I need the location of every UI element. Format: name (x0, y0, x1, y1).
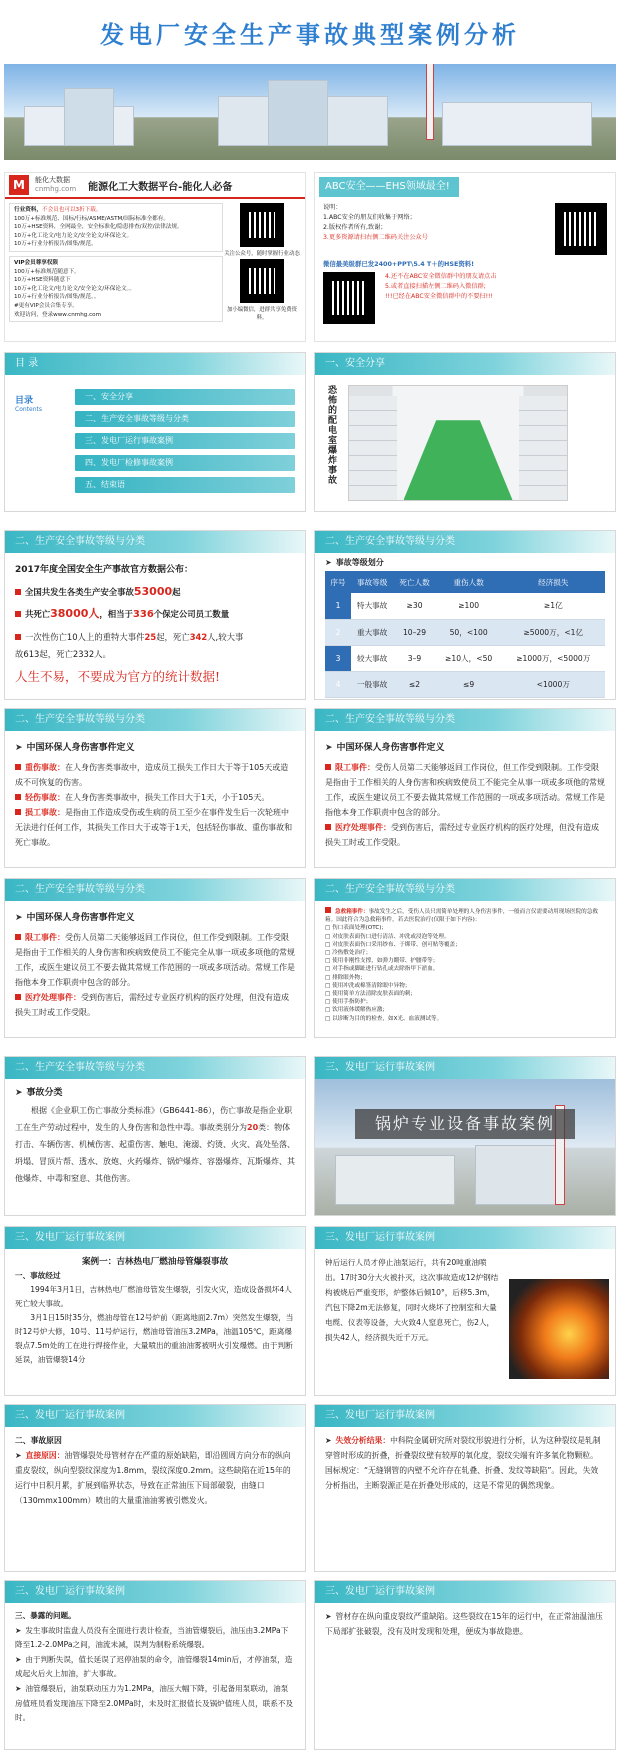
case1-p2: 3月1日15时35分，燃油母管在12号炉前（距离地面2.7m）突然发生爆裂，当时12号炉大修，10号、11号炉运行，燃油母管油压3.2MPa，油温105℃，距离爆裂点7.5m处的工在进行焊接作业，大量喷出的重油油雾被明火引发爆燃。由于判断延误，油管爆裂14分 (15, 1313, 294, 1364)
firstaid-item: □ 以诊断为目的的检查，如X光、血液测试等。 (325, 1015, 443, 1022)
problem-item: ➤ 由于判断失误，值长延误了迟停油泵的命令，油管爆裂14min后，才停油泵，造成起火后火上加油，扩大事故。 (15, 1654, 293, 1679)
problem-item: ➤ 发生事故时监盘人员没有全面进行表计检查，当油管爆裂后，油压由3.2MPa下降至1.2-2.0MPa之间，油流未减，误判为制粉系统爆裂。 (15, 1625, 289, 1650)
toc-title: 目录 (15, 396, 34, 406)
table-row: 1 特大事故 ≥30 ≥100 ≥1亿 (325, 593, 605, 619)
cls-title: ➤ 事故分类 (15, 1088, 63, 1098)
firstaid-slide (314, 878, 616, 1038)
slide-header: 二、生产安全事故等级与分类 (5, 709, 305, 731)
toc-slide (4, 352, 306, 512)
slide-header: 三、发电厂运行事故案例 (315, 1227, 615, 1249)
page-title: 发电厂安全生产事故典型案例分析 (100, 19, 520, 49)
toc-subtitle: Contents (15, 406, 42, 413)
qr1-caption: 关注公众号，随时掌握行业动态 (224, 251, 300, 257)
firstaid-item: □ 对皮肤表面伤口进行清洁、冲洗或浸泡等处理。 (325, 933, 450, 940)
boiler-banner: 锅炉专业设备事故案例 (355, 1109, 575, 1139)
firstaid-item: □ 使用非刚性支撑，如弹力绷带、护腰带等； (325, 958, 439, 965)
analysis-slide (314, 1404, 616, 1572)
problems-sec: 三、暴露的问题。 (15, 1611, 76, 1620)
slide-header: 一、安全分享 (315, 353, 615, 375)
brand-slogan: 能源化工大数据平台-能化人必备 (88, 181, 233, 193)
box1-title-red: 不会员也可以3折下载。 (41, 207, 102, 213)
header-photos (4, 64, 616, 160)
injury-slide-2 (314, 708, 616, 868)
injury-item: 限工事件：受伤人员第二天能够返回工作岗位，但工作受到限制。工作受限是指由于工作相关的人身伤害和疾病致使员工不能完全从事一项或多项他的常规工作，或医生建议员工不要去做其常规工作范围的一项或多项活动。常规工作是指他本身工作职责中包含的部分。 (15, 933, 295, 987)
firstaid-item: □ 排除眼外物； (325, 974, 366, 981)
classification-slide (4, 1056, 306, 1216)
promo-box-2 (9, 256, 223, 322)
firstaid-item: □ 对皮肤表面伤口采用纱布、于绑带、创可贴等覆盖； (325, 941, 461, 948)
stats-line: 全国共发生各类生产安全事故53000起 (15, 581, 295, 603)
switchgear-photo (348, 385, 568, 501)
table-header: 重伤人数 (436, 571, 502, 593)
stats-title: 2017年度全国安全生产事故官方数据公布： (15, 565, 194, 575)
box1-item: 10万+行业分析报告/图集/规范。 (14, 241, 97, 248)
wechat-line: 微信最美级群已发2400+PPT\5.4 T＋的HSE资料! (323, 260, 475, 268)
qr2-caption: 加小编微信，进群共享免费资料。 (226, 307, 298, 321)
injury-title: ➤ 中国环保人身伤害事件定义 (15, 743, 135, 753)
stats-line: 共死亡38000人，相当于336个保定公司员工数量 (15, 603, 295, 626)
red-note: 5.或者直接扫描左侧二维码入微信群; (385, 283, 486, 290)
promo-slide-left (4, 172, 306, 342)
table-row: 4 一般事故 ≤2 ≤9 <1000万 (325, 671, 605, 697)
note-item: 1.ABC安全的朋友们收集于网络； (323, 214, 416, 221)
cause-item: ➤ 直接原因：油管爆裂处母管材存在严重的原始缺陷，即沿圆周方向分布的纵向重皮裂纹，纵向型裂纹深度为1.8mm，裂纹深度0.2mm。这些缺陷在近15年的运行中日积月累，扩展到临界状态，导致在正常油压下局部破裂，由缝口（130mmx100mm）喷出的大量重油油雾被引燃发火。 (15, 1451, 291, 1505)
box2-item: 10万+化工论文/电力论文/安全论文/环保论文。。 (14, 285, 135, 292)
toc-item[interactable]: 五、结束语 (75, 477, 295, 493)
slide-header: 三、发电厂运行事故案例 (5, 1227, 305, 1249)
grade-table (325, 571, 605, 698)
box1-title: 行业资料， (14, 207, 42, 213)
promo-banner: ABC安全——EHS领域最全! (319, 177, 459, 197)
firstaid-item: □ 伤口表面处理(OTC)； (325, 925, 387, 932)
slide-header: 二、生产安全事故等级与分类 (315, 879, 615, 901)
plant-photo-2 (208, 64, 412, 160)
case1b-slide (314, 1226, 616, 1396)
case1-title: 案例一：吉林热电厂燃油母管爆裂事故 (81, 1257, 229, 1267)
note-item: 3.更多资源请扫右侧二维码关注公众号 (323, 234, 428, 241)
brand-name: 能化大数据 (35, 176, 70, 184)
red-note: !!!已经在ABC安全微信群中的不要扫!!! (385, 293, 494, 300)
injury-item: 损工事故：是指由工作造成受伤或生病的员工至少在事件发生后一次轮班中无法进行任何工作，其损失工作日大于或等于1天，包括轻伤事故、重伤事故和死亡事故。 (15, 808, 293, 847)
problem-item: ➤ 油管爆裂后，油泵联动压力为1.2MPa，油压大幅下降，引起备用泵联动，油泵房值班员看发现油压下降至2.0MPa时，未及时汇报值长及锅炉值班人员，联系不及时。 (15, 1683, 294, 1723)
stats-line: 故613起，死亡2332人。 (15, 649, 111, 659)
boiler-photo (315, 1079, 615, 1215)
boiler-slide (314, 1056, 616, 1216)
injury-title: ➤ 中国环保人身伤害事件定义 (15, 913, 135, 923)
slide-header: 三、发电厂运行事故案例 (5, 1581, 305, 1603)
slide-header: 三、发电厂运行事故案例 (5, 1405, 305, 1427)
grade-subtitle: ➤ 事故等级划分 (325, 558, 384, 567)
qr-code-icon[interactable] (555, 203, 607, 255)
share-caption: 恐怖的配电室爆炸事故 (326, 385, 336, 485)
table-row: 2 重大事故 10–29 50，<100 ≥5000万，<1亿 (325, 619, 605, 645)
share-slide (314, 352, 616, 512)
box2-item: 100万+标准规范随意下。 (14, 268, 80, 275)
firstaid-item: □ 使用简单方法清除皮肤表面的刺； (325, 991, 416, 998)
slide-header: 三、发电厂运行事故案例 (315, 1057, 615, 1079)
injury-item: 重伤事故：在人身伤害类事故中，造成员工损失工作日大于等于105天或造成不可恢复的伤害。 (15, 763, 289, 787)
box1-item: 10万+HSE资料，全网最全，安全标准化/隐患排查/双控/法律法规。 (14, 224, 183, 231)
slide-header: 二、生产安全事故等级与分类 (5, 531, 305, 553)
stats-line: 一次性伤亡10人上的重特大事件25起，死亡342人,较大事 (15, 626, 295, 648)
problems-slide (4, 1580, 306, 1750)
qr-code-icon[interactable] (323, 272, 375, 324)
box2-title: VIP会员尊享权限 (14, 259, 59, 266)
analysis-item: ➤ 失效分析结果：中科院金属研究所对裂纹形貌进行分析，认为这种裂纹是轧制穿管时形成的折叠，折叠裂纹壁有较厚的氧化度，裂纹尖端有许多氧化物颗粒。国标规定：“无缝钢管的内壁不允许存在轧叠、折叠、发纹等缺陷”。因此，失效分析指出，主断裂源正是在折叠处形成的，这是不常见的偶然现象。 (325, 1436, 601, 1490)
slide-header: 三、发电厂运行事故案例 (315, 1581, 615, 1603)
firstaid-item: □ 冷热敷处治疗； (325, 950, 372, 957)
box2-footer: #更有VIP会员合集专享。 (14, 302, 78, 309)
injury-title: ➤ 中国环保人身伤害事件定义 (325, 743, 445, 753)
case1-sec: 一、事故经过 (15, 1271, 61, 1280)
fire-photo (509, 1279, 609, 1379)
box2-site: 欢迎访问，登录www.cnmhg.com (14, 311, 102, 318)
plant-photo-3 (412, 64, 616, 160)
plant-photo-1 (4, 64, 208, 160)
promo-slide-right (314, 172, 616, 342)
red-note: 4.还不在ABC安全微信群中的朋友请点击 (385, 273, 497, 280)
toc-item[interactable]: 一、安全分享 (75, 389, 295, 405)
notes-title: 说明： (323, 204, 342, 211)
slide-header: 二、生产安全事故等级与分类 (5, 1057, 305, 1079)
promo-box-1 (9, 203, 223, 252)
firstaid-item: □ 使用手指防护； (325, 999, 372, 1006)
slide-header: 二、生产安全事故等级与分类 (315, 709, 615, 731)
box1-item: 100万+标准规范、国标/行标/ASME/ASTM/国际标准全都有。 (14, 215, 169, 222)
stats-slogan: 人生不易，不要成为官方的统计数据! (15, 669, 221, 684)
problem-item: ➤ 管材存在纵向重皮裂纹严重缺陷。这些裂纹在15年的运行中，在正常油温油压下局部扩张破裂，没有及时发现和处理，便成为事故隐患。 (325, 1612, 603, 1636)
cause-sec: 二、事故原因 (15, 1436, 62, 1445)
grade-slide (314, 530, 616, 700)
stats-slide (4, 530, 306, 700)
injury-item: 限工事件：受伤人员第二天能够返回工作岗位，但工作受到限制。工作受限是指由于工作相关的人身伤害和疾病致使员工不能完全从事一项或多项他的常规工作，或医生建议员工不要去做其常规工作范围的一项或多项活动。常规工作是指他本身工作职责中包含的部分。 (325, 763, 605, 817)
injury-item: 轻伤事故：在人身伤害类事故中，损失工作日大于1天，小于105天。 (15, 790, 295, 805)
slide-header: 二、生产安全事故等级与分类 (315, 531, 615, 553)
problems-slide-2 (314, 1580, 616, 1750)
table-header: 序号 (325, 571, 351, 593)
slide-header: 三、发电厂运行事故案例 (315, 1405, 615, 1427)
firstaid-item: □ 使用冲洗或棉签清除眼中异物； (325, 982, 411, 989)
brand-logo: M (9, 175, 29, 195)
slide-header: 目 录 (5, 353, 305, 375)
box1-item: 10万+化工论文/电力论文/安全论文/环保论文。 (14, 232, 133, 239)
case1b-text: 钟后运行人员才停止油泵运行，共有20吨重油喷出。17时30分大火被扑灭，这次事故造成12炉钢结构被烧后严重变形，炉整体后倾10°，后移5.3m，汽包下降2m无法修复，同时火烧坏了控制室和大量电缆、仪表等设备，大火致4人窒息死亡，伤2人，损失42人，经济损失近千万元。 (325, 1258, 499, 1342)
toc-item[interactable]: 四、发电厂检修事故案例 (75, 455, 295, 471)
note-item: 2.版权作者所有,致谢； (323, 224, 387, 231)
toc-item[interactable]: 三、发电厂运行事故案例 (75, 433, 295, 449)
brand-site: cnmhg.com (35, 185, 77, 193)
slide-header: 二、生产安全事故等级与分类 (5, 879, 305, 901)
injury-slide-1 (4, 708, 306, 868)
table-header: 经济损失 (502, 571, 605, 593)
injury-item: 医疗处理事件：受到伤害后，需经过专业医疗机构的医疗处理，但没有造成损失工时或工作受限。 (15, 993, 289, 1017)
table-header: 事故等级 (351, 571, 393, 593)
cls-body: 根据《企业职工伤亡事故分类标准》（GB6441-86），伤亡事故是指企业职工在生产劳动过程中，发生的人身伤害和急性中毒。事故类别分为20类：物体打击、车辆伤害、机械伤害、起重伤害、触电、淹溺、灼烫、火灾、高处坠落、坍塌、冒顶片帮、透水、放炮、火药爆炸、锅炉爆炸、容器爆炸、瓦斯爆炸、其他爆炸、中毒和窒息、其他伤害。 (15, 1106, 295, 1183)
qr-code-icon[interactable] (240, 203, 284, 247)
table-header: 死亡人数 (393, 571, 435, 593)
table-row: 3 较大事故 3–9 ≥10人，<50 ≥1000万，<5000万 (325, 645, 605, 671)
firstaid-def: 急救箱事件：事故发生之后，受伤人员只需简单处理的人身伤害事件，一般而言仅需要动用现场医院的急救箱。国此符合为急救箱事件，若去医院治疗(仅限于如下内容)： (325, 909, 598, 924)
box2-item: 10万+行业分析报告/图集/规范。。 (14, 294, 100, 301)
injury-item: 医疗处理事件：受到伤害后，需经过专业医疗机构的医疗处理，但没有造成损失工时或工作受限。 (325, 823, 599, 847)
toc-item[interactable]: 二、生产安全事故等级与分类 (75, 411, 295, 427)
injury-slide-3 (4, 878, 306, 1038)
case1-p1: 1994年3月1日，吉林热电厂燃油母管发生爆裂，引发火灾，造成设备损坏4人死亡较大事故。 (15, 1285, 292, 1308)
case1-slide (4, 1226, 306, 1396)
firstaid-item: □ 饮用液体缓解热应激； (325, 1007, 389, 1014)
box2-item: 10万+HSE资料随意下 (14, 277, 71, 284)
qr-code-icon[interactable] (240, 259, 284, 303)
firstaid-item: □ 对手指或脚趾进行钻孔或去除指甲下淤血。 (325, 966, 439, 973)
cause-slide (4, 1404, 306, 1572)
